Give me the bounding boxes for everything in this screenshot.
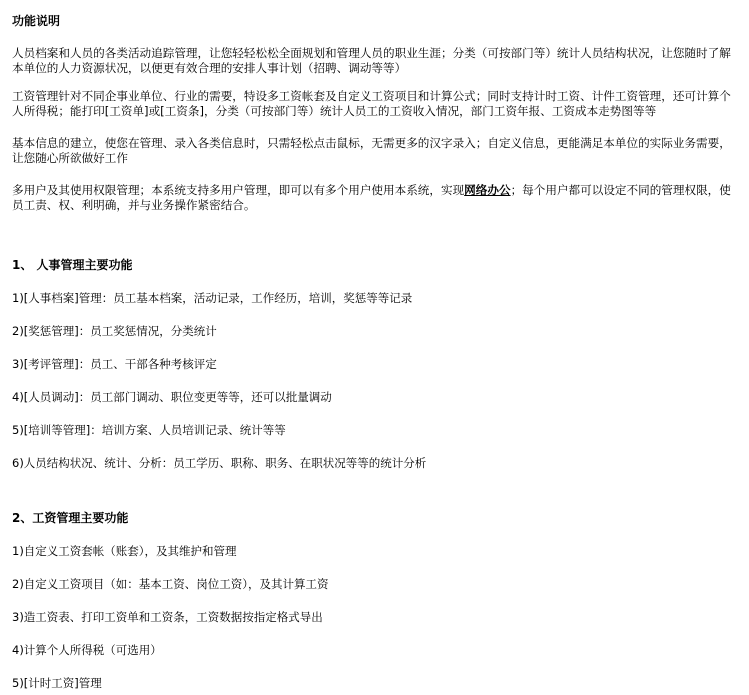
- page-title: 功能说明: [12, 14, 61, 28]
- intro-paragraph-basic-info: 基本信息的建立，使您在管理、录入各类信息时，只需轻松点击鼠标，无需更多的汉字录入；自定义信息，更能满足本单位的实际业务需要，让您随心所欲做好工作: [12, 136, 731, 165]
- list-item: 5)[计时工资]管理: [12, 676, 102, 690]
- list-item: 1)[人事档案]管理：员工基本档案，活动记录，工作经历，培训，奖惩等等记录: [12, 291, 413, 305]
- section-heading-payroll: 2、工资管理主要功能: [12, 511, 129, 525]
- section-heading-hr: 1、 人事管理主要功能: [12, 258, 133, 272]
- intro-paragraph-personnel: 人员档案和人员的各类活动追踪管理，让您轻轻松松全面规划和管理人员的职业生涯；分类（可按部门等）统计人员结构状况，让您随时了解本单位的人力资源状况，以便更有效合理的安排人事计划（招聘、调动等等）: [12, 46, 731, 75]
- list-item: 4)[人员调动]：员工部门调动、职位变更等等，还可以批量调动: [12, 390, 332, 404]
- list-item: 5)[培训等管理]：培训方案、人员培训记录、统计等等: [12, 423, 286, 437]
- list-item: 2)自定义工资项目（如：基本工资、岗位工资），及其计算工资: [12, 577, 329, 591]
- list-item: 2)[奖惩管理]：员工奖惩情况，分类统计: [12, 324, 217, 338]
- intro-text-before-link: 多用户及其使用权限管理；本系统支持多用户管理，即可以有多个用户使用本系统，实现: [12, 183, 465, 197]
- list-item: 3)[考评管理]：员工、干部各种考核评定: [12, 357, 217, 371]
- list-item: 6)人员结构状况、统计、分析：员工学历、职称、职务、在职状况等等的统计分析: [12, 456, 427, 470]
- list-item: 4)计算个人所得税（可选用）: [12, 643, 162, 657]
- network-office-link[interactable]: 网络办公: [464, 183, 511, 197]
- list-item: 1)自定义工资套帐（账套），及其维护和管理: [12, 544, 237, 558]
- intro-paragraph-payroll: 工资管理针对不同企事业单位、行业的需要，特设多工资帐套及自定义工资项目和计算公式；同时支持计时工资、计件工资管理，还可计算个人所得税；能打印[工资单]或[工资条]，分类（可按部门等）统计人员工的工资收入情况，部门工资年报、工资成本走势图等等: [12, 89, 731, 118]
- intro-text-after-link: ；每个用户都可以设定不同的管理权限，使员工责、权、利明确，并与业务操作紧密结合。: [12, 183, 731, 212]
- list-item: 3)造工资表、打印工资单和工资条，工资数据按指定格式导出: [12, 610, 323, 624]
- intro-paragraph-multi-user: [12, 183, 742, 213]
